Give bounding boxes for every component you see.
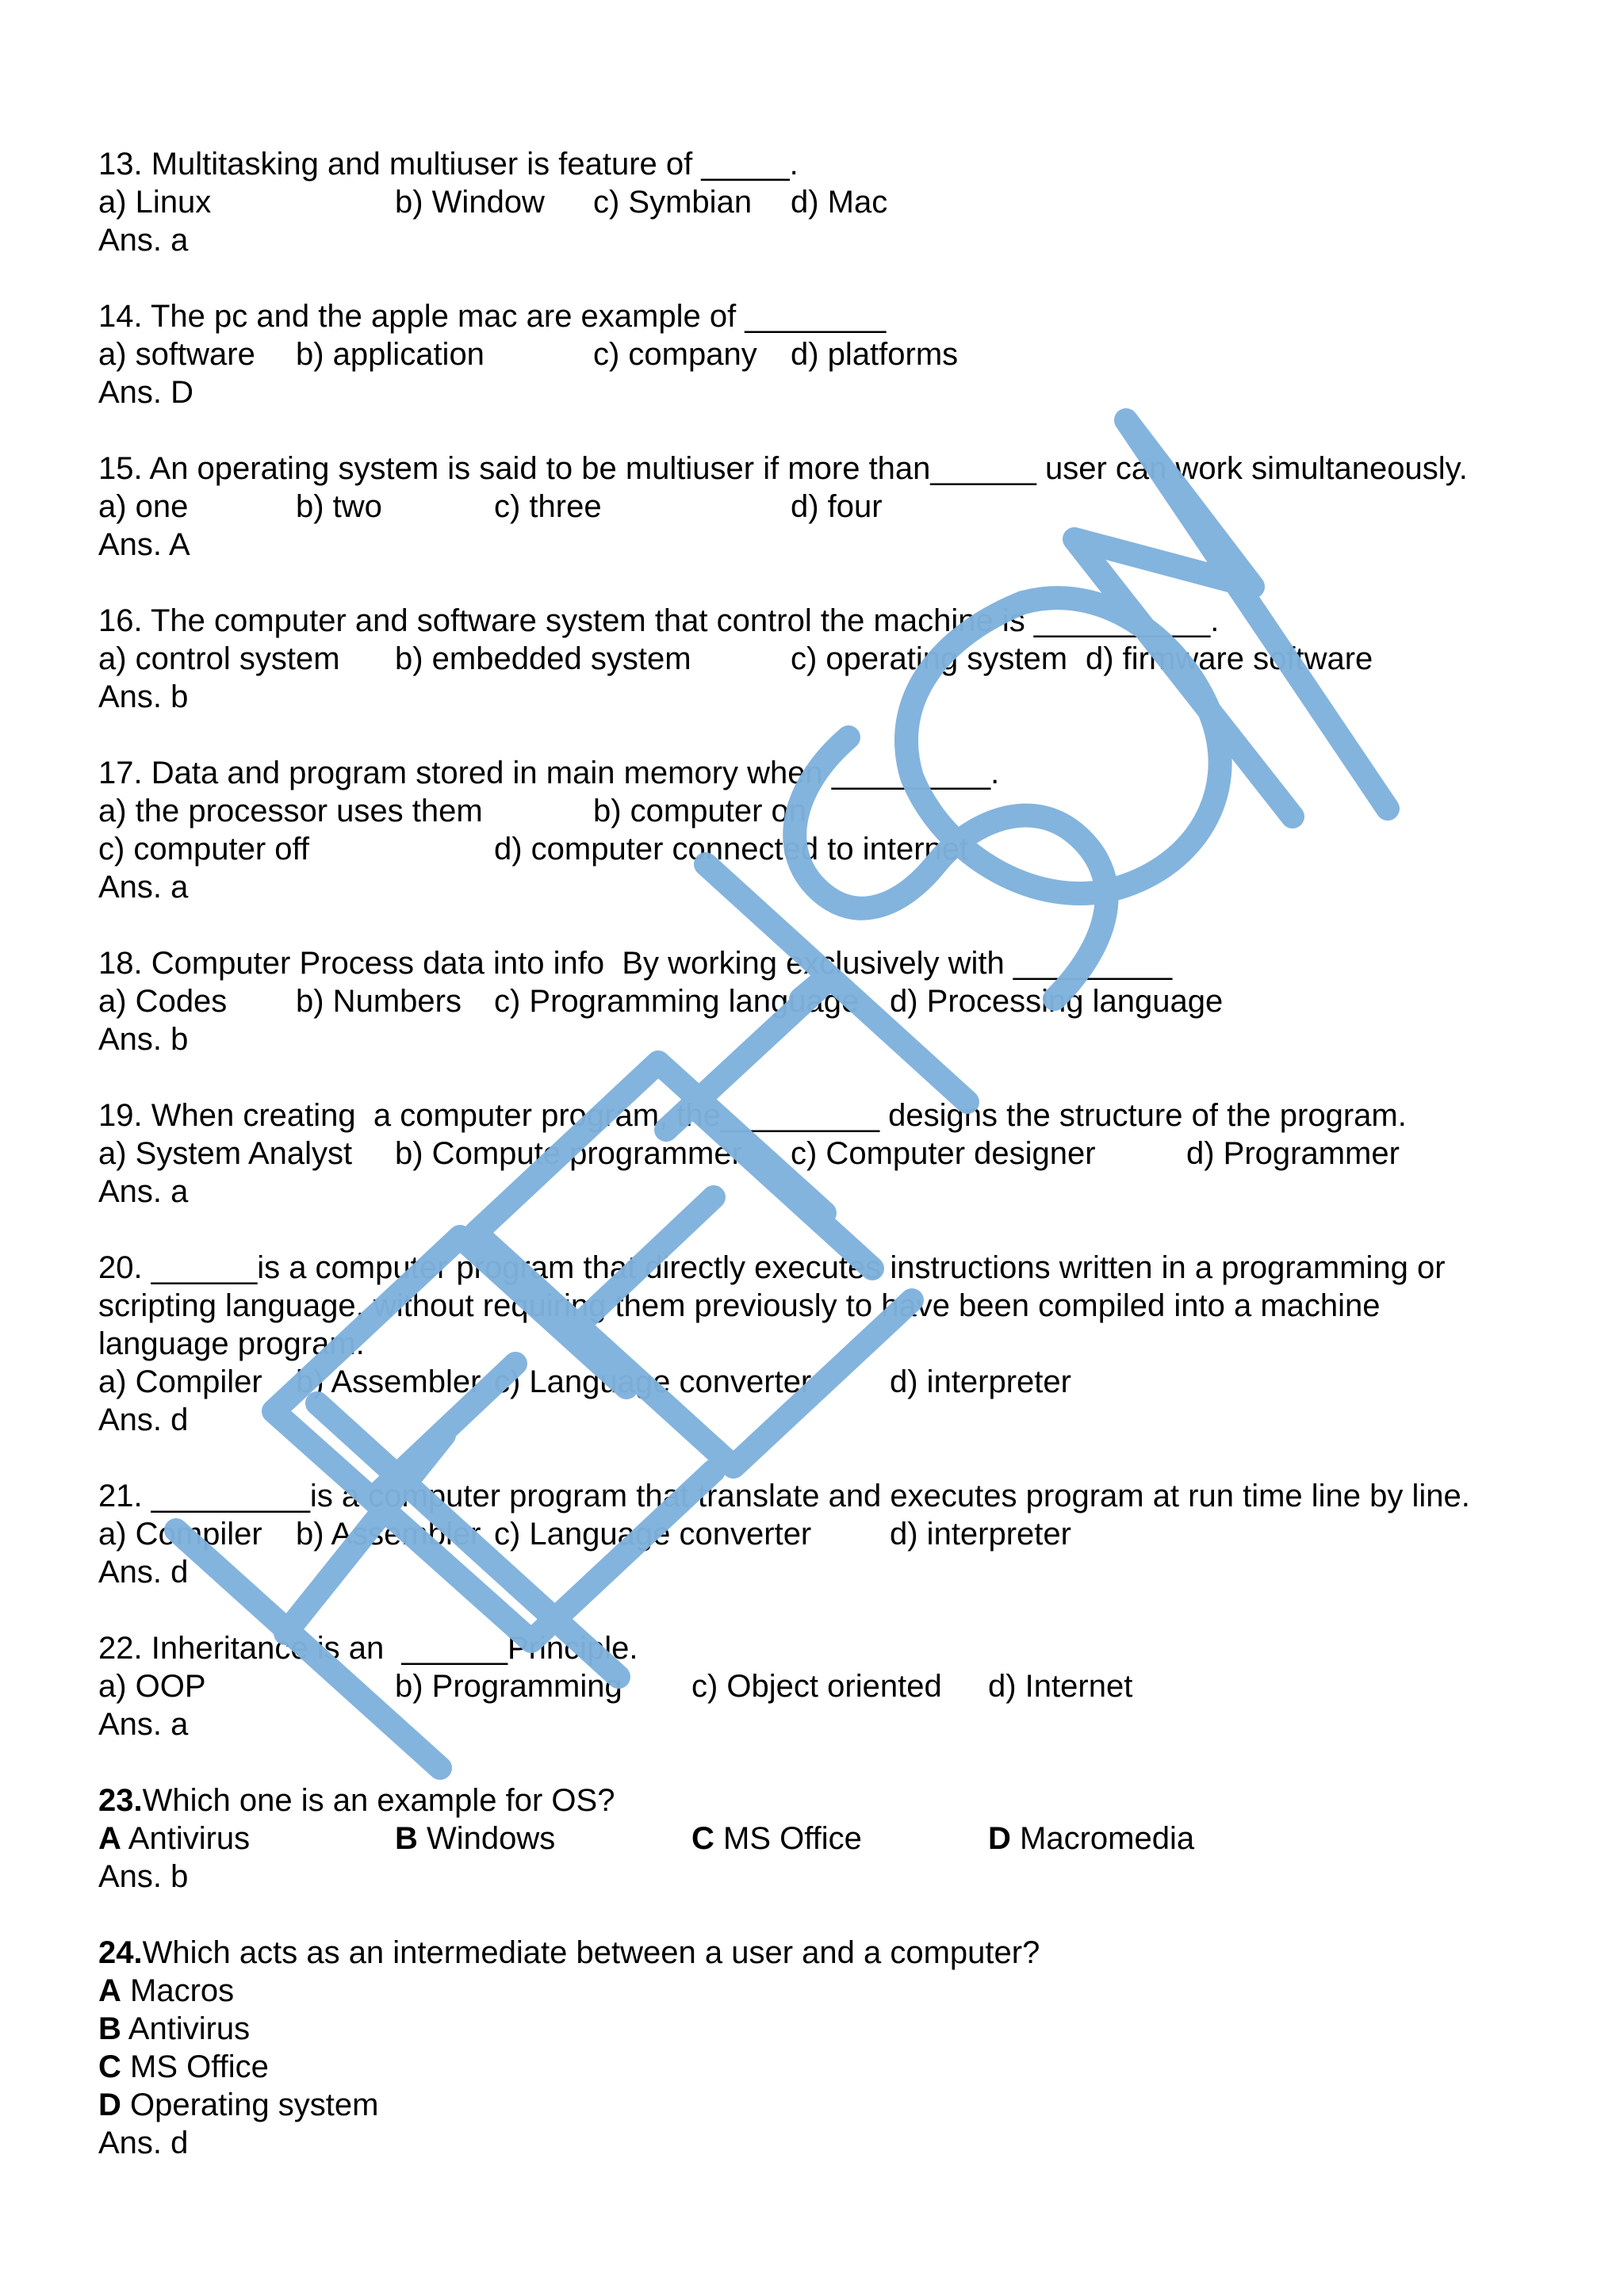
q13-option-b: b) Window [395, 185, 545, 220]
q24-option-a-text: Macros [121, 1973, 235, 2008]
q23-option-c-letter: C [691, 1821, 714, 1856]
q23-option-a [98, 1820, 250, 1858]
q21-option-b: b) Assembler [296, 1517, 481, 1552]
q17-option-b: b) computer on [593, 794, 807, 828]
q22-stem: 22. Inheritance is an ______Principle. [98, 1631, 638, 1666]
q21-stem: 21. _________is a computer program that translate and executes program at run time line by line. [98, 1479, 1470, 1513]
q24-stem: Which acts as an intermediate between a user and a computer? [142, 1935, 1040, 1970]
q18-option-c: c) Programming language [494, 984, 860, 1019]
q17-answer: Ans. a [98, 870, 189, 905]
q24-option-d-letter: D [98, 2087, 121, 2122]
watermark-letter-t [666, 864, 967, 1269]
q16-option-d: d) firmware software [1086, 641, 1373, 676]
q23-option-d [988, 1820, 1194, 1858]
q20-option-a: a) Compiler [98, 1364, 262, 1399]
q23-option-c-text: MS Office [714, 1821, 862, 1856]
q24-number: 24. [98, 1935, 143, 1970]
q24-option-c-letter: C [98, 2049, 121, 2084]
q16-option-b: b) embedded system [395, 641, 691, 676]
q19-option-c: c) Computer designer [791, 1136, 1096, 1171]
q24-option-d [98, 2086, 378, 2124]
q20-option-c: c) Language converter [494, 1364, 812, 1399]
q18-option-d: d) Processing language [890, 984, 1224, 1019]
q24-option-c [98, 2048, 269, 2086]
q20-stem-line1: 20. ______is a computer program that directly executes instructions written in a programming or [98, 1250, 1446, 1285]
q19-option-a: a) System Analyst [98, 1136, 353, 1171]
q23-stem: Which one is an example for OS? [142, 1783, 615, 1818]
q23-option-c [691, 1820, 862, 1858]
q23-option-d-letter: D [988, 1821, 1011, 1856]
q20-option-d: d) interpreter [890, 1364, 1071, 1399]
q22-option-b: b) Programming [395, 1669, 622, 1704]
q23-option-a-text: Antivirus [121, 1821, 251, 1856]
q15-option-c: c) three [494, 489, 602, 524]
q22-option-c: c) Object oriented [691, 1669, 942, 1704]
q16-option-a: a) control system [98, 641, 340, 676]
q13-option-d: d) Mac [791, 185, 888, 220]
q15-option-a: a) one [98, 489, 189, 524]
q14-option-d: d) platforms [791, 337, 959, 372]
q24-option-a [98, 1972, 234, 2010]
q23-option-a-letter: A [98, 1821, 121, 1856]
q24-option-b-letter: B [98, 2011, 121, 2046]
q22-option-d: d) Internet [988, 1669, 1133, 1704]
q13-option-a: a) Linux [98, 185, 212, 220]
q18-option-b: b) Numbers [296, 984, 462, 1019]
q24-answer: Ans. d [98, 2126, 189, 2160]
q24-option-b [98, 2010, 250, 2048]
q18-answer: Ans. b [98, 1022, 189, 1057]
q15-answer: Ans. A [98, 527, 190, 562]
q17-option-a: a) the processor uses them [98, 794, 483, 828]
q14-answer: Ans. D [98, 375, 194, 410]
q21-answer: Ans. d [98, 1555, 189, 1590]
q22-option-a: a) OOP [98, 1669, 206, 1704]
q15-option-d: d) four [791, 489, 883, 524]
q23-stem-row [98, 1781, 615, 1820]
q16-option-c: c) operating system [791, 641, 1068, 676]
q19-option-b: b) Compute programmer [395, 1136, 742, 1171]
q17-option-d: d) computer connected to internet [494, 832, 969, 867]
q17-stem: 17. Data and program stored in main memory when _________. [98, 756, 1000, 790]
q13-answer: Ans. a [98, 223, 189, 258]
q19-answer: Ans. a [98, 1174, 189, 1209]
q13-option-c: c) Symbian [593, 185, 753, 220]
q18-stem: 18. Computer Process data into info By working exclusively with _________ [98, 946, 1173, 981]
q23-answer: Ans. b [98, 1859, 189, 1894]
q20-option-b: b) Assembler [296, 1364, 481, 1399]
q23-number: 23. [98, 1783, 143, 1818]
q13-stem: 13. Multitasking and multiuser is feature of _____. [98, 147, 799, 182]
q24-stem-row [98, 1934, 1040, 1972]
q20-stem-line3: language program. [98, 1326, 365, 1361]
q15-stem: 15. An operating system is said to be multiuser if more than______ user can work simultaneously. [98, 451, 1468, 486]
q14-option-a: a) software [98, 337, 255, 372]
q19-option-d: d) Programmer [1186, 1136, 1400, 1171]
q16-stem: 16. The computer and software system that control the machine is __________. [98, 603, 1220, 638]
q19-stem: 19. When creating a computer program, the_________ designs the structure of the program. [98, 1098, 1407, 1133]
q14-option-c: c) company [593, 337, 757, 372]
q21-option-a: a) Compiler [98, 1517, 262, 1552]
q23-option-d-text: Macromedia [1010, 1821, 1195, 1856]
q24-option-d-text: Operating system [121, 2087, 379, 2122]
q24-option-c-text: MS Office [121, 2049, 269, 2084]
q15-option-b: b) two [296, 489, 382, 524]
q23-option-b [395, 1820, 555, 1858]
q21-option-d: d) interpreter [890, 1517, 1071, 1552]
q24-option-b-text: Antivirus [121, 2011, 251, 2046]
q22-answer: Ans. a [98, 1707, 189, 1742]
q17-option-c: c) computer off [98, 832, 310, 867]
q14-option-b: b) application [296, 337, 485, 372]
q20-stem-line2: scripting language, without requiring them previously to have been compiled into a machine [98, 1288, 1381, 1323]
q14-stem: 14. The pc and the apple mac are example of ________ [98, 299, 887, 334]
q24-option-a-letter: A [98, 1973, 121, 2008]
q23-option-b-letter: B [395, 1821, 418, 1856]
q23-option-b-text: Windows [417, 1821, 556, 1856]
q16-answer: Ans. b [98, 679, 189, 714]
q21-option-c: c) Language converter [494, 1517, 812, 1552]
q18-option-a: a) Codes [98, 984, 228, 1019]
watermark-letter-h [176, 1403, 619, 1768]
q20-answer: Ans. d [98, 1402, 189, 1437]
